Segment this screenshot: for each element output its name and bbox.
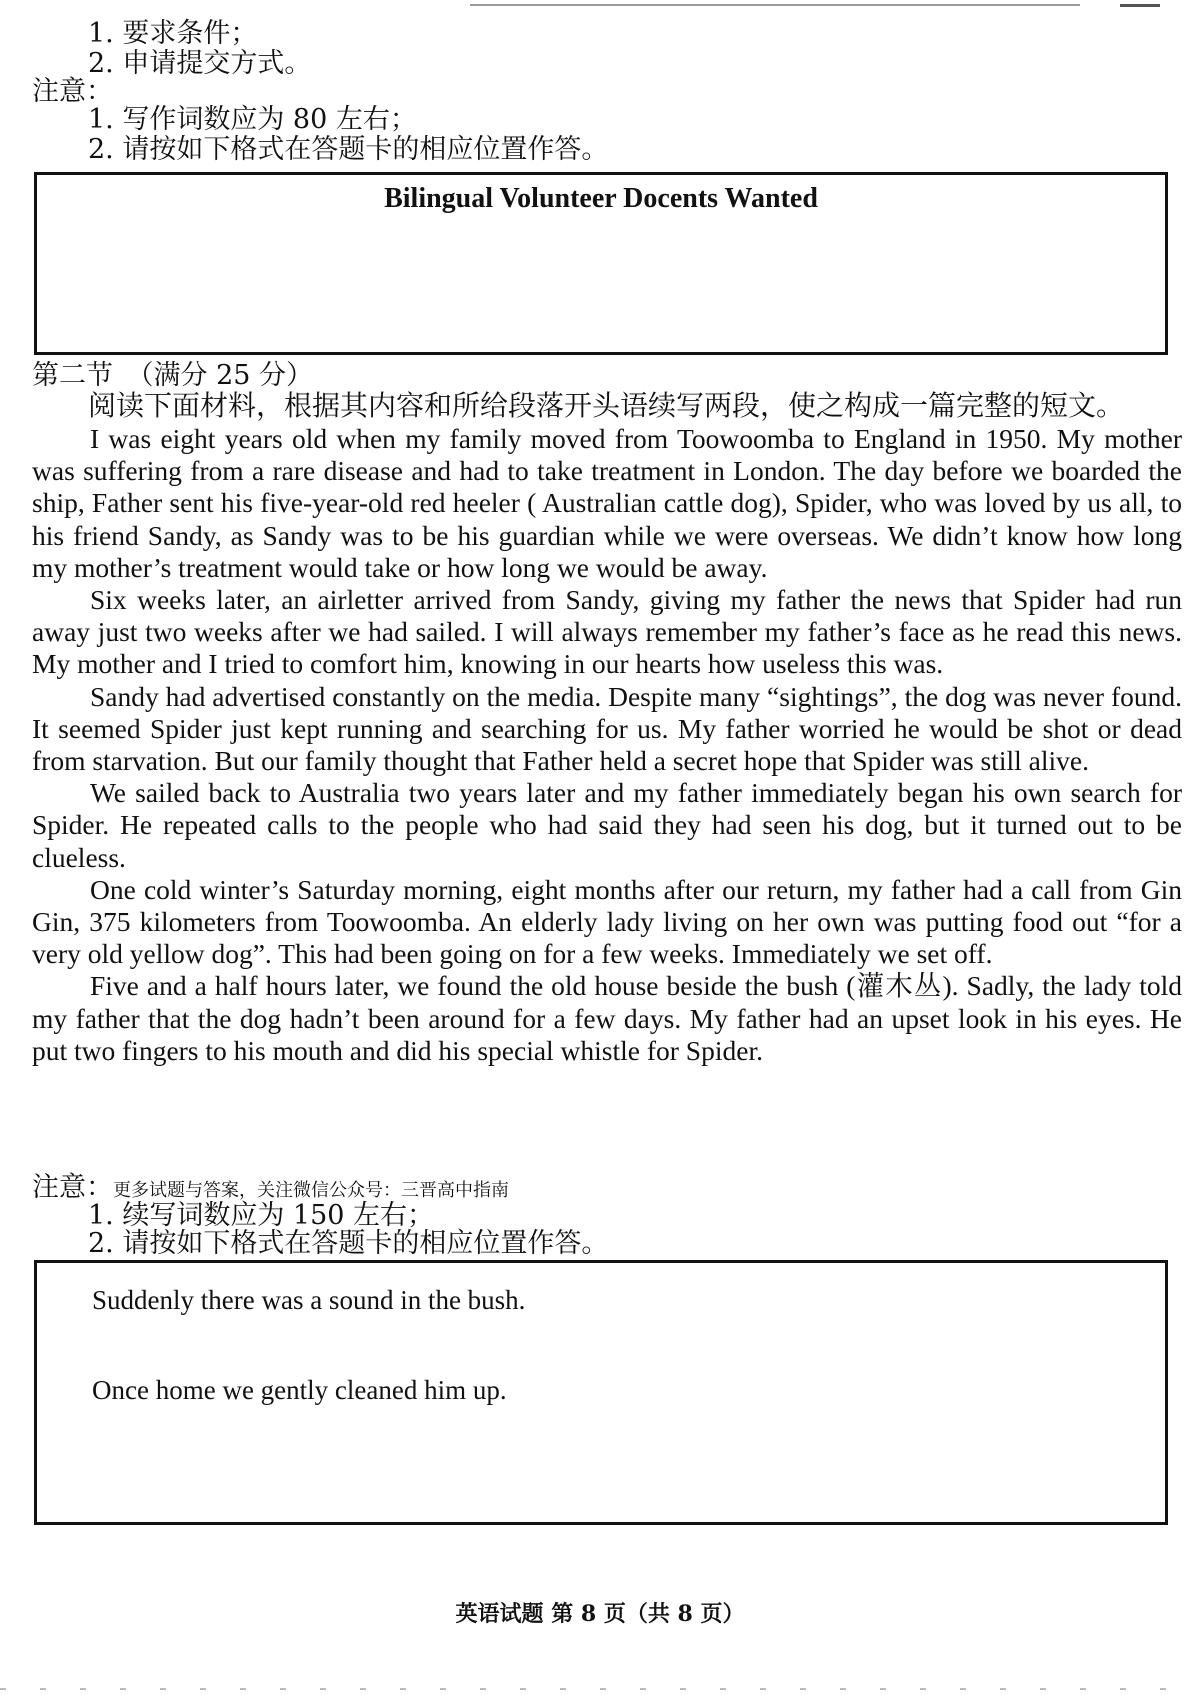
paragraph-opener: Suddenly there was a sound in the bush. [92,1285,526,1315]
writing-answer-box [34,172,1168,355]
note-item: 1. 续写词数应为 150 左右； [88,1200,435,1231]
section-title: 第二节 （满分 25 分） [32,360,314,391]
top-scan-mark [1120,4,1160,7]
note-item: 1. 写作词数应为 80 左右； [88,104,417,135]
passage-paragraph: We sailed back to Australia two years later and my father immediately began his own search for Spider. He repeated calls to the people who had said they had seen his dog, but it turned out to be clueless. [32,777,1182,873]
passage-paragraph: Six weeks later, an airletter arrived from Sandy, giving my father the news that Spider had run away just two weeks after we had sailed. I will always remember my father’s face as he read this news. My mother and I tried to comfort him, knowing in our hearts how useless this was. [32,584,1182,680]
continuation-answer-box [34,1260,1168,1525]
bottom-scan-line [0,1688,1200,1690]
note-label-text: 注意： [32,1172,113,1203]
note-item: 2. 请按如下格式在答题卡的相应位置作答。 [88,1228,609,1259]
note-extra: 更多试题与答案，关注微信公众号：三晋高中指南 [113,1180,509,1201]
instruction: 阅读下面材料，根据其内容和所给段落开头语续写两段，使之构成一篇完整的短文。 [88,389,1125,422]
passage-paragraph: One cold winter’s Saturday morning, eight months after our return, my father had a call from Gin Gin, 375 kilometers from Toowoomba. An elderly lady living on her own was putting food out “for a very old yellow dog”. This had been going on for a few weeks. Immediately we set off. [32,873,1182,970]
requirement-item: 1. 要求条件； [88,18,258,49]
note-label: 注意： [32,76,113,107]
note-item: 2. 请按如下格式在答题卡的相应位置作答。 [88,134,609,165]
top-scan-line [470,4,1080,6]
reading-passage [32,423,1182,1067]
paragraph-opener: Once home we gently cleaned him up. [92,1375,507,1405]
page-footer: 英语试题 第 8 页（共 8 页） [455,1601,745,1627]
passage-paragraph: I was eight years old when my family moved from Toowoomba to England in 1950. My mother was suffering from a rare disease and had to take treatment in London. The day before we boarded the ship, Father sent his five-year-old red heeler ( Australian cattle dog), Spider, who was loved by us all, to his friend Sandy, as Sandy was to be his guardian while we were overseas. We didn’t know how long my mother’s treatment would take or how long we would be away. [32,423,1182,583]
passage-paragraph: Sandy had advertised constantly on the media. Despite many “sightings”, the dog was never found. It seemed Spider just kept running and searching for us. My father worried he would be shot or dead from starvation. But our family thought that Father held a secret hope that Spider was still alive. [32,680,1182,777]
requirement-item: 2. 申请提交方式。 [88,48,312,79]
passage-paragraph: Five and a half hours later, we found the old house beside the bush (灌木丛). Sadly, the lady told my father that the dog hadn’t been around for a few days. My father had an upset look in his eyes. He put two fingers to his mouth and did his special whistle for Spider. [32,970,1182,1066]
box-title: Bilingual Volunteer Docents Wanted [384,183,818,214]
